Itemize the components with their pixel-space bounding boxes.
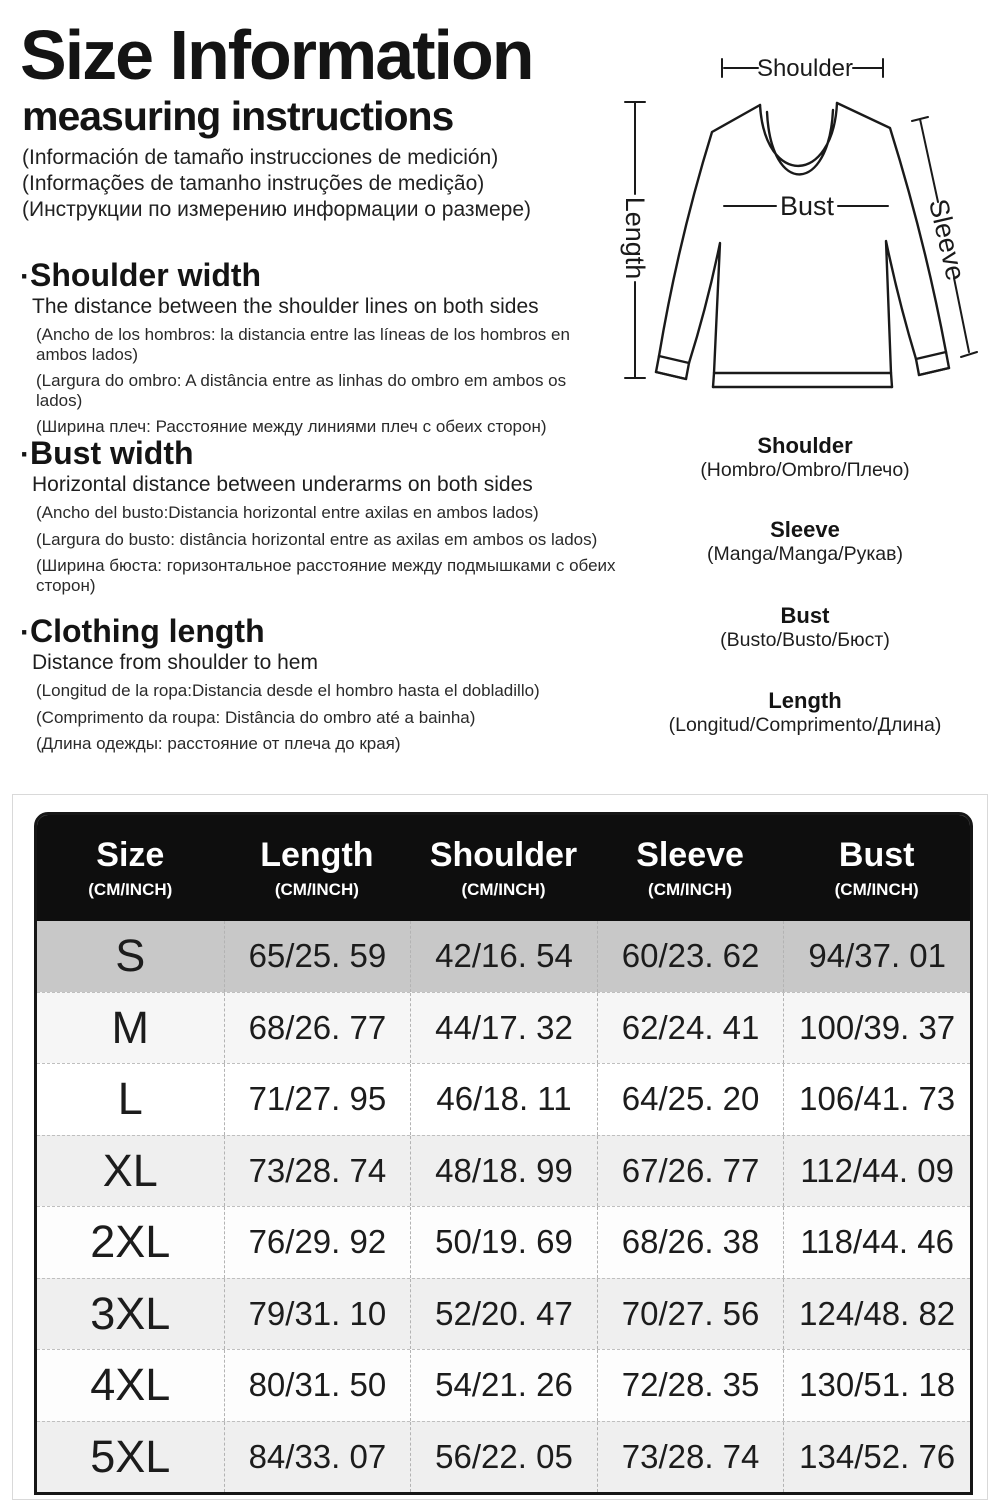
intro-block bbox=[20, 18, 620, 221]
section-translation-es: (Ancho de los hombros: la distancia entre las líneas de los hombros en ambos lados) bbox=[36, 325, 570, 364]
value-cell: 42/16. 54 bbox=[410, 921, 597, 992]
value-cell: 73/28. 74 bbox=[597, 1422, 784, 1493]
value-cell: 54/21. 26 bbox=[410, 1350, 597, 1421]
bullet-dot: · bbox=[20, 616, 30, 649]
shirt-left-outline bbox=[656, 105, 760, 387]
size-table-body bbox=[37, 921, 970, 1492]
size-cell: L bbox=[117, 1073, 143, 1125]
column-header-label: Bust bbox=[838, 836, 915, 874]
value-cell: 44/17. 32 bbox=[410, 993, 597, 1064]
size-cell: S bbox=[115, 930, 146, 982]
tshirt-measurement-diagram bbox=[612, 30, 1000, 430]
value-cell: 60/23. 62 bbox=[597, 921, 784, 992]
legend-term: Length bbox=[768, 688, 842, 713]
legend-translation: (Manga/Manga/Рукав) bbox=[707, 543, 903, 565]
column-header-unit: (CM/INCH) bbox=[461, 880, 546, 899]
size-cell: 2XL bbox=[90, 1216, 171, 1268]
section-bust-width bbox=[20, 436, 660, 602]
value-cell: 73/28. 74 bbox=[224, 1136, 411, 1207]
page-title: Size Information bbox=[20, 16, 533, 94]
value-cell: 124/48. 82 bbox=[783, 1279, 970, 1350]
value-cell: 68/26. 38 bbox=[597, 1207, 784, 1278]
table-row bbox=[37, 921, 970, 992]
table-row bbox=[37, 1063, 970, 1135]
value-cell: 46/18. 11 bbox=[410, 1064, 597, 1135]
value-cell: 80/31. 50 bbox=[224, 1350, 411, 1421]
legend-length bbox=[615, 688, 995, 737]
value-cell: 72/28. 35 bbox=[597, 1350, 784, 1421]
value-cell: 48/18. 99 bbox=[410, 1136, 597, 1207]
page-subtitle: measuring instructions bbox=[22, 93, 454, 139]
section-description: The distance between the shoulder lines on both sides bbox=[32, 295, 539, 318]
value-cell: 106/41. 73 bbox=[783, 1064, 970, 1135]
bullet-dot: · bbox=[20, 260, 30, 293]
section-shoulder-width bbox=[20, 258, 660, 444]
legend-term: Shoulder bbox=[757, 433, 853, 458]
section-title-text: Shoulder width bbox=[30, 257, 262, 293]
value-cell: 94/37. 01 bbox=[783, 921, 970, 992]
section-translation-pt: (Largura do ombro: A distância entre as linhas do ombro em ambos os lados) bbox=[36, 371, 567, 410]
column-header-label: Size bbox=[96, 836, 165, 874]
value-cell: 130/51. 18 bbox=[783, 1350, 970, 1421]
value-cell: 68/26. 77 bbox=[224, 993, 411, 1064]
section-title bbox=[20, 614, 660, 650]
section-title-text: Bust width bbox=[30, 435, 194, 471]
size-cell: M bbox=[111, 1001, 150, 1053]
column-header-unit: (CM/INCH) bbox=[274, 880, 359, 899]
section-title bbox=[20, 258, 660, 294]
size-cell: 5XL bbox=[90, 1430, 171, 1482]
column-header bbox=[37, 815, 224, 921]
section-translation-pt: (Largura do busto: distância horizontal entre as axilas em ambos os lados) bbox=[36, 529, 598, 549]
table-row bbox=[37, 1421, 970, 1493]
table-row bbox=[37, 1278, 970, 1350]
size-table-section bbox=[12, 794, 988, 1500]
value-cell: 56/22. 05 bbox=[410, 1422, 597, 1493]
table-row bbox=[37, 992, 970, 1064]
section-translation-es: (Longitud de la ropa:Distancia desde el hombro hasta el dobladillo) bbox=[36, 681, 540, 700]
column-header bbox=[410, 815, 597, 921]
table-row bbox=[37, 1206, 970, 1278]
table-row bbox=[37, 1349, 970, 1421]
section-title-text: Clothing length bbox=[30, 613, 265, 649]
column-header bbox=[597, 815, 784, 921]
value-cell: 62/24. 41 bbox=[597, 993, 784, 1064]
legend-shoulder bbox=[615, 433, 995, 482]
length-label: Length bbox=[620, 196, 650, 280]
bullet-dot: · bbox=[20, 438, 30, 471]
value-cell: 112/44. 09 bbox=[783, 1136, 970, 1207]
column-header-unit: (CM/INCH) bbox=[834, 880, 919, 899]
value-cell: 71/27. 95 bbox=[224, 1064, 411, 1135]
size-table bbox=[34, 812, 973, 1495]
shirt-right-outline bbox=[837, 103, 949, 387]
legend-sleeve bbox=[615, 517, 995, 566]
value-cell: 70/27. 56 bbox=[597, 1279, 784, 1350]
section-translation-es: (Ancho del busto:Distancia horizontal entre axilas en ambos lados) bbox=[36, 503, 539, 522]
legend-translation: (Hombro/Ombro/Плечо) bbox=[700, 459, 910, 481]
value-cell: 67/26. 77 bbox=[597, 1136, 784, 1207]
value-cell: 100/39. 37 bbox=[783, 993, 970, 1064]
value-cell: 65/25. 59 bbox=[224, 921, 411, 992]
section-translation-ru: (Ширина плеч: Расстояние между линиями плеч с обеих сторон) bbox=[36, 417, 547, 436]
value-cell: 50/19. 69 bbox=[410, 1207, 597, 1278]
subtitle-translation-es: (Información de tamaño instrucciones de medición) bbox=[22, 146, 499, 169]
section-title bbox=[20, 436, 660, 472]
shirt-hem bbox=[713, 373, 892, 387]
legend-bust bbox=[615, 603, 995, 652]
bust-label: Bust bbox=[779, 191, 835, 221]
value-cell: 118/44. 46 bbox=[783, 1207, 970, 1278]
subtitle-translation-pt: (Informações de tamanho instruções de medição) bbox=[22, 172, 485, 195]
legend-translation: (Longitud/Comprimento/Длина) bbox=[668, 714, 942, 736]
value-cell: 84/33. 07 bbox=[224, 1422, 411, 1493]
value-cell: 52/20. 47 bbox=[410, 1279, 597, 1350]
subtitle-translation-ru: (Инструкции по измерению информации о размере) bbox=[22, 198, 532, 221]
column-header-unit: (CM/INCH) bbox=[648, 880, 733, 899]
size-cell: XL bbox=[102, 1144, 158, 1196]
size-cell: 4XL bbox=[90, 1359, 171, 1411]
value-cell: 76/29. 92 bbox=[224, 1207, 411, 1278]
section-translation-ru: (Длина одежды: расстояние от плеча до края) bbox=[36, 734, 401, 753]
sleeve-label: Sleeve bbox=[923, 196, 971, 284]
table-row bbox=[37, 1135, 970, 1207]
value-cell: 79/31. 10 bbox=[224, 1279, 411, 1350]
column-header bbox=[224, 815, 411, 921]
section-description: Horizontal distance between underarms on both sides bbox=[32, 473, 533, 496]
column-header bbox=[783, 815, 970, 921]
section-clothing-length bbox=[20, 614, 660, 761]
shirt-collar bbox=[760, 103, 837, 174]
legend-term: Bust bbox=[780, 603, 830, 628]
section-translation-ru: (Ширина бюста: горизонтальное расстояние между подмышками с обеих сторон) bbox=[36, 556, 616, 595]
shoulder-label: Shoulder bbox=[756, 55, 854, 82]
section-translation-pt: (Comprimento da roupa: Distância do ombro até a bainha) bbox=[36, 707, 476, 727]
legend-translation: (Busto/Busto/Бюст) bbox=[720, 629, 890, 651]
column-header-label: Shoulder bbox=[429, 836, 578, 874]
tshirt-diagram-graphic bbox=[612, 30, 1000, 430]
column-header-label: Sleeve bbox=[636, 836, 744, 874]
legend-term: Sleeve bbox=[770, 517, 840, 542]
column-header-unit: (CM/INCH) bbox=[88, 880, 173, 899]
shirt-right-cuff bbox=[916, 352, 949, 375]
size-table-header bbox=[37, 815, 970, 921]
size-cell: 3XL bbox=[90, 1287, 171, 1339]
shirt-left-cuff bbox=[656, 356, 689, 379]
section-description: Distance from shoulder to hem bbox=[32, 651, 318, 674]
column-header-label: Length bbox=[260, 836, 374, 874]
value-cell: 134/52. 76 bbox=[783, 1422, 970, 1493]
value-cell: 64/25. 20 bbox=[597, 1064, 784, 1135]
